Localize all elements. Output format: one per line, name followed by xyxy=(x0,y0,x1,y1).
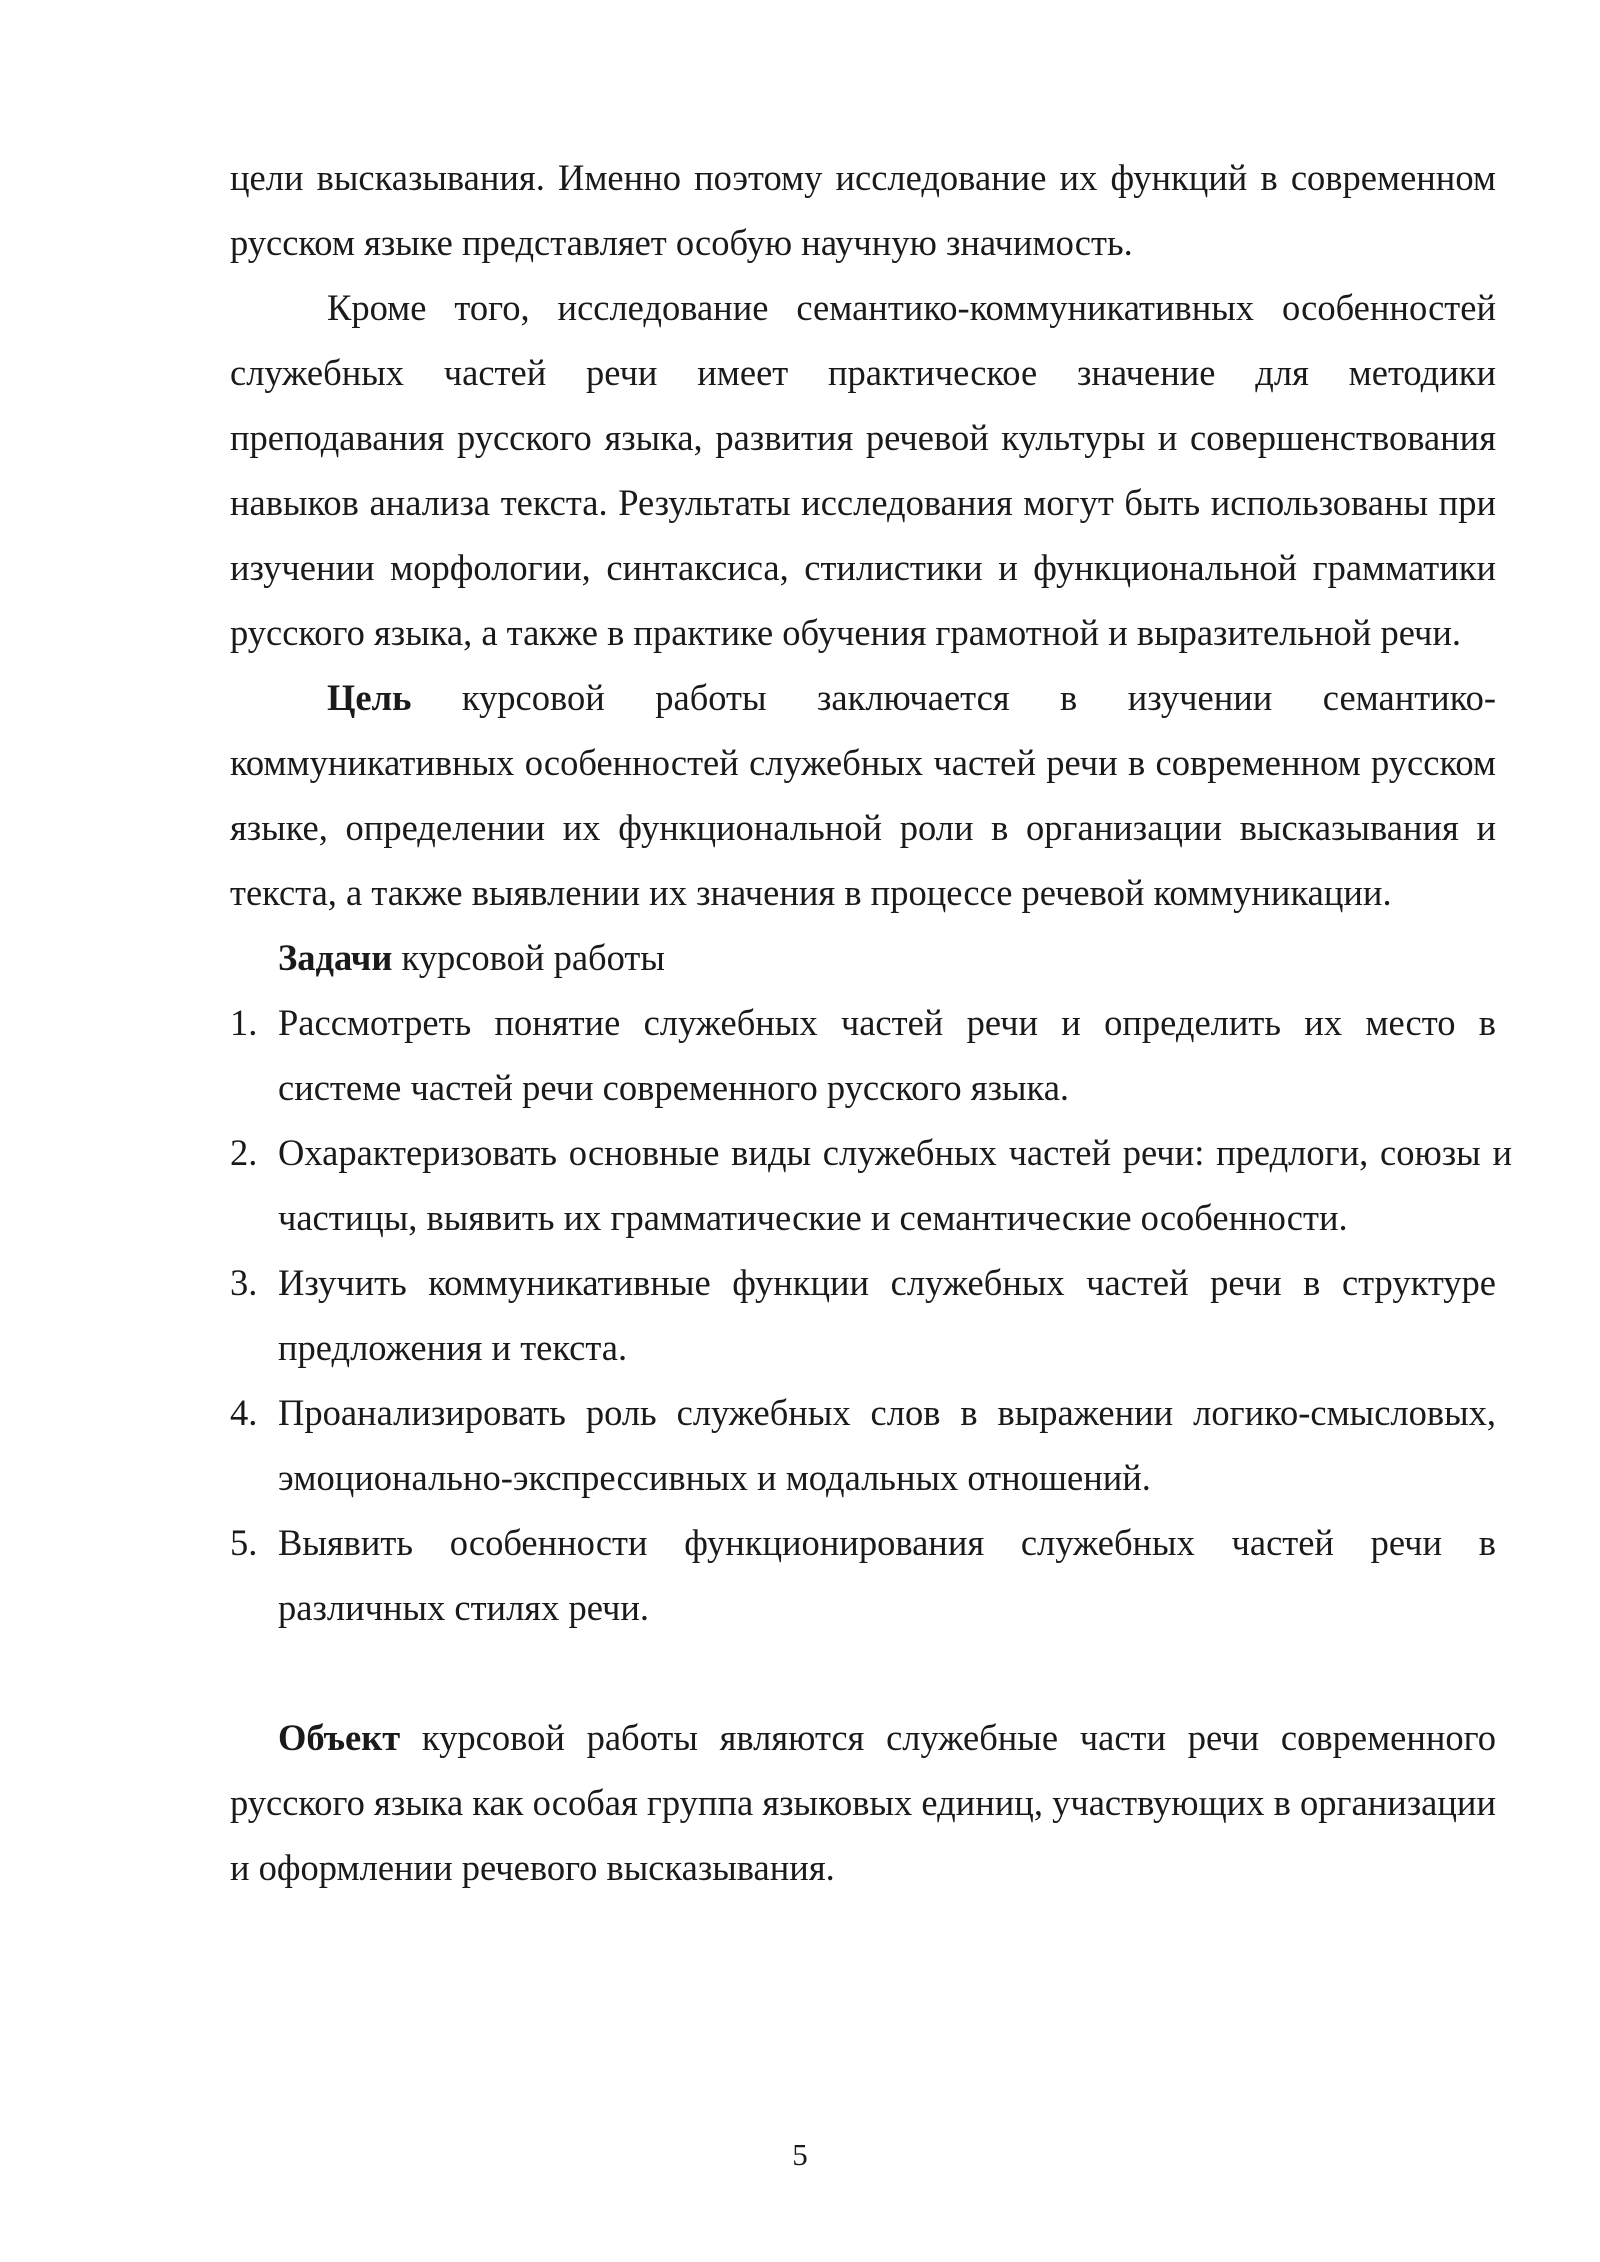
tasks-heading-text: курсовой работы xyxy=(392,937,665,978)
list-item xyxy=(230,1250,1496,1380)
list-item xyxy=(230,1380,1496,1510)
list-item-text: Выявить особенности функционирования служебных частей речи в различных стилях речи. xyxy=(278,1522,1496,1628)
tasks-list xyxy=(230,990,1512,1640)
goal-text: курсовой работы заключается в изучении семантико-коммуникативных особенностей служебных частей речи в современном русском языке, определении их функциональной роли в организации высказывания и текста, а также выявлении их значения в процессе речевой коммуникации. xyxy=(230,677,1496,913)
list-item-text: Рассмотреть понятие служебных частей речи и определить их место в системе частей речи современного русского языка. xyxy=(278,1002,1496,1108)
list-item-text: Проанализировать роль служебных слов в выражении логико-смысловых, эмоционально-экспрессивных и модальных отношений. xyxy=(278,1392,1496,1498)
list-number: 5. xyxy=(230,1522,258,1563)
object-label: Объект xyxy=(278,1717,401,1758)
object-text: курсовой работы являются служебные части речи современного русского языка как особая группа языковых единиц, участвующих в организации и оформлении речевого высказывания. xyxy=(230,1717,1496,1888)
tasks-label: Задачи xyxy=(278,937,393,978)
list-item xyxy=(230,1120,1512,1250)
paragraph-practical-significance: Кроме того, исследование семантико-коммуникативных особенностей служебных частей речи имеет практическое значение для методики преподавания русского языка, развития речевой культуры и совершенствования навыков анализа текста. Результаты исследования могут быть использованы при изучении морфологии, синтаксиса, стилистики и функциональной грамматики русского языка, а также в практике обучения грамотной и выразительной речи. xyxy=(230,287,1496,653)
body-text xyxy=(230,145,1512,1900)
list-item-text: Охарактеризовать основные виды служебных частей речи: предлоги, союзы и частицы, выявить их грамматические и семантические особенности. xyxy=(278,1132,1512,1238)
paragraph-goal xyxy=(230,665,1496,925)
list-number: 2. xyxy=(230,1132,258,1173)
list-number: 3. xyxy=(230,1262,258,1303)
tasks-heading xyxy=(230,925,1496,990)
list-item-text: Изучить коммуникативные функции служебных частей речи в структуре предложения и текста. xyxy=(278,1262,1496,1368)
list-item xyxy=(230,990,1496,1120)
list-number: 4. xyxy=(230,1392,258,1433)
page-number: 5 xyxy=(792,2137,808,2172)
blank-line xyxy=(230,1640,1496,1705)
paragraph-continuation: цели высказывания. Именно поэтому исследование их функций в современном русском языке представляет особую научную значимость. xyxy=(230,157,1496,263)
list-number: 1. xyxy=(230,1002,258,1043)
list-item xyxy=(230,1510,1496,1640)
paragraph-object xyxy=(230,1705,1496,1900)
goal-label: Цель xyxy=(327,677,412,718)
